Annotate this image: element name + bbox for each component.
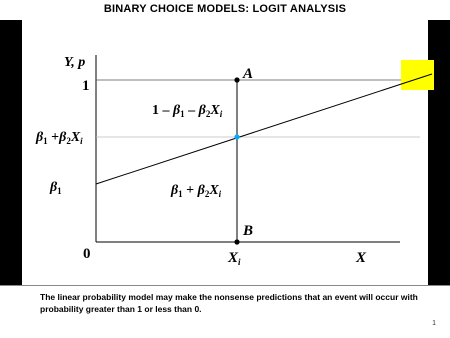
- beta-symbol: β: [36, 130, 44, 145]
- plus-sign: +: [47, 130, 60, 145]
- tick-label-one: 1: [82, 78, 90, 94]
- subscript: i: [80, 136, 83, 146]
- x-variable: X: [209, 183, 219, 198]
- subscript: i: [219, 109, 223, 119]
- beta-symbol: β: [59, 130, 67, 145]
- subscript: 1: [180, 109, 185, 119]
- lower-distance-expression: [170, 183, 222, 199]
- point-a-marker: [234, 77, 239, 82]
- intercept-plus-slope-label: [35, 130, 83, 146]
- subscript: 1: [178, 189, 183, 199]
- point-b-label: B: [243, 223, 254, 239]
- beta-symbol: β: [197, 183, 205, 198]
- y-axis-label: Y, p: [64, 55, 86, 70]
- tick-label-zero: 0: [83, 246, 91, 262]
- beta-symbol: β: [173, 103, 181, 118]
- subscript: 1: [43, 136, 48, 146]
- slide-number: 1: [432, 320, 436, 327]
- diagram-frame: [0, 20, 450, 285]
- predicted-point-marker: [234, 134, 239, 139]
- upper-distance-expression: [152, 103, 223, 119]
- beta-symbol: β: [198, 103, 206, 118]
- plus-sign: +: [182, 183, 198, 198]
- slide-header: [0, 0, 450, 20]
- x-variable: X: [210, 103, 220, 118]
- minus-sign: –: [184, 103, 199, 118]
- point-a-label: A: [243, 66, 254, 82]
- slide-title: BINARY CHOICE MODELS: LOGIT ANALYSIS: [103, 3, 347, 15]
- expr-prefix: 1 –: [152, 103, 173, 118]
- slide-caption: The linear probability model may make the nonsense predictions that an event will occur with probability greater than 1 or less than 0.: [40, 292, 418, 314]
- beta-symbol: β: [171, 183, 179, 198]
- subscript: i: [238, 257, 241, 267]
- subscript: i: [218, 189, 222, 199]
- point-b-marker: [234, 239, 239, 244]
- footer-divider: [0, 285, 450, 286]
- subscript: 2: [205, 109, 211, 119]
- x-variable: X: [70, 130, 81, 145]
- beta-symbol: β: [50, 180, 58, 195]
- subscript: 2: [66, 136, 71, 146]
- subscript: 2: [204, 189, 210, 199]
- subscript: 1: [57, 186, 62, 196]
- diagram-canvas: [0, 20, 450, 285]
- x-variable: X: [228, 250, 239, 266]
- x-axis-label: X: [356, 250, 367, 266]
